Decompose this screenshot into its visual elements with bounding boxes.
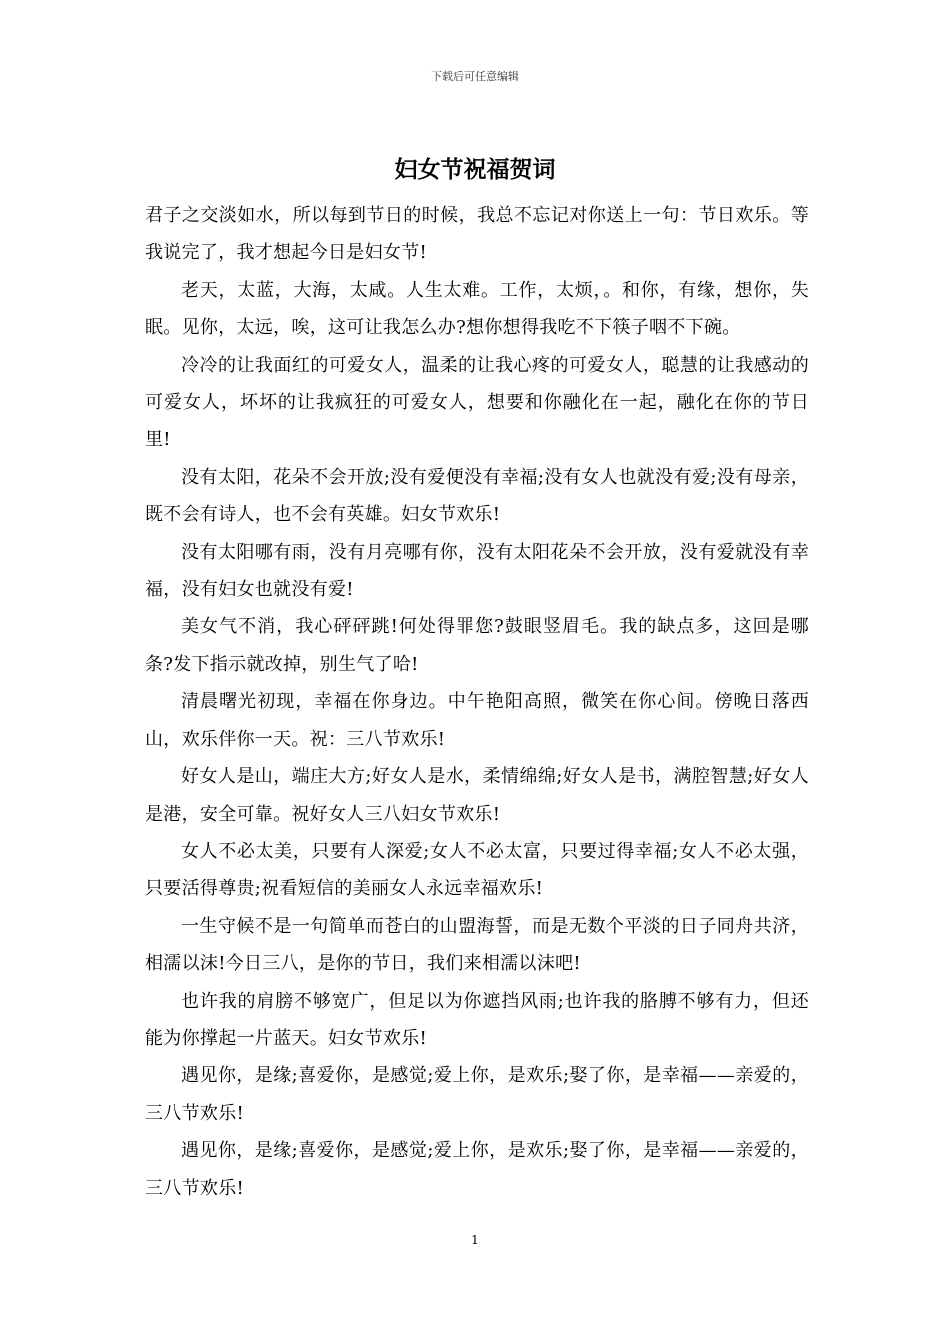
paragraph-6: 美女气不消，我心砰砰跳!何处得罪您?鼓眼竖眉毛。我的缺点多，这回是哪条?发下指示就改掉，别生气了哈! [145, 616, 809, 675]
page-number: 1 [471, 1233, 479, 1247]
paragraph-4: 没有太阳，花朵不会开放;没有爱便没有幸福;没有女人也就没有爱;没有母亲，既不会有诗人，也不会有英雄。妇女节欢乐! [145, 466, 809, 526]
paragraph-11: 也许我的肩膀不够宽广，但足以为你遮挡风雨;也许我的胳膊不够有力，但还能为你撑起一片蓝天。妇女节欢乐! [145, 990, 809, 1049]
paragraph-3: 冷冷的让我面红的可爱女人，温柔的让我心疼的可爱女人，聪慧的让我感动的可爱女人，坏坏的让我疯狂的可爱女人，想要和你融化在一起，融化在你的节日里! [145, 354, 809, 451]
paragraph-8: 好女人是山，端庄大方;好女人是水，柔情绵绵;好女人是书，满腔智慧;好女人是港，安全可靠。祝好女人三八妇女节欢乐! [145, 766, 809, 825]
paragraph-2: 老天，太蓝，大海，太咸。人生太难。工作，太烦，。和你，有缘，想你，失眠。见你，太远，唉，这可让我怎么办?想你想得我吃不下筷子咽不下碗。 [145, 279, 809, 339]
document-body [145, 197, 809, 1207]
header-note: 下载后可任意编辑 [431, 70, 519, 83]
paragraph-10: 一生守候不是一句简单而苍白的山盟海誓，而是无数个平淡的日子同舟共济，相濡以沫!今日三八，是你的节日，我们来相濡以沫吧! [145, 915, 809, 975]
paragraph-5: 没有太阳哪有雨，没有月亮哪有你，没有太阳花朵不会开放，没有爱就没有幸福，没有妇女也就没有爱! [145, 541, 809, 601]
paragraph-7: 清晨曙光初现，幸福在你身边。中午艳阳高照，微笑在你心间。傍晚日落西山，欢乐伴你一天。祝：三八节欢乐! [145, 691, 809, 750]
paragraph-12: 遇见你，是缘;喜爱你，是感觉;爱上你，是欢乐;娶了你，是幸福——亲爱的，三八节欢乐! [145, 1065, 809, 1124]
paragraph-9: 女人不必太美，只要有人深爱;女人不必太富，只要过得幸福;女人不必太强，只要活得尊贵;祝看短信的美丽女人永远幸福欢乐! [145, 840, 809, 900]
document-title: 妇女节祝福贺词 [394, 156, 556, 183]
paragraph-1: 君子之交淡如水，所以每到节日的时候，我总不忘记对你送上一句：节日欢乐。等我说完了，我才想起今日是妇女节! [145, 205, 809, 264]
paragraph-13: 遇见你，是缘;喜爱你，是感觉;爱上你，是欢乐;娶了你，是幸福——亲爱的，三八节欢乐! [145, 1140, 809, 1199]
